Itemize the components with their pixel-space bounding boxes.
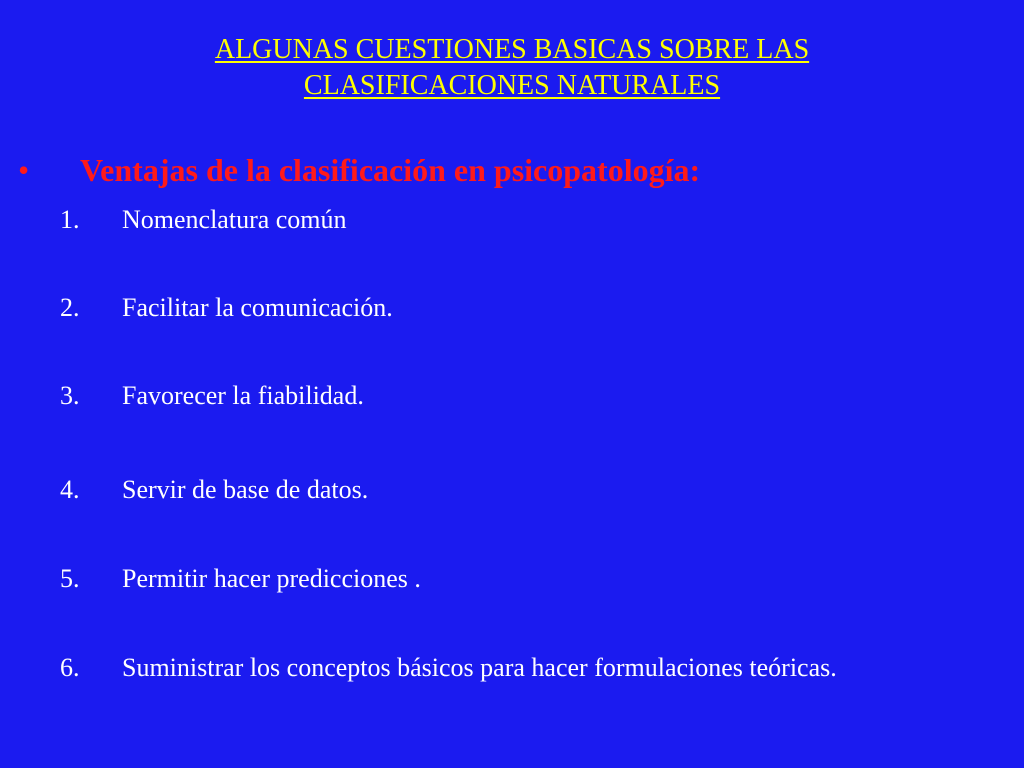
- list-item-text: Favorecer la fiabilidad.: [122, 381, 364, 410]
- slide-title-line-2: CLASIFICACIONES NATURALES: [303, 70, 721, 101]
- list-item-number: 6.: [60, 653, 80, 682]
- section-heading: Ventajas de la clasificación en psicopatología:: [80, 152, 701, 188]
- list-item-number: 2.: [60, 293, 80, 322]
- list-item-number: 5.: [60, 564, 80, 593]
- list-item-text: Facilitar la comunicación.: [122, 293, 393, 322]
- list-item-number: 4.: [60, 475, 80, 504]
- list-item-number: 1.: [60, 205, 80, 234]
- slide-title: [0, 32, 1024, 104]
- list-item-text: Servir de base de datos.: [122, 475, 369, 504]
- list-item-number: 3.: [60, 381, 80, 410]
- list-item-text: Nomenclatura común: [122, 205, 347, 234]
- list-item-text: Suministrar los conceptos básicos para hacer formulaciones teóricas.: [122, 653, 837, 682]
- heading-bullet-row: [18, 148, 1008, 192]
- slide-title-line-1: ALGUNAS CUESTIONES BASICAS SOBRE LAS: [214, 34, 810, 65]
- bullet-icon: •: [18, 152, 30, 188]
- list-item-text: Permitir hacer predicciones .: [122, 564, 421, 593]
